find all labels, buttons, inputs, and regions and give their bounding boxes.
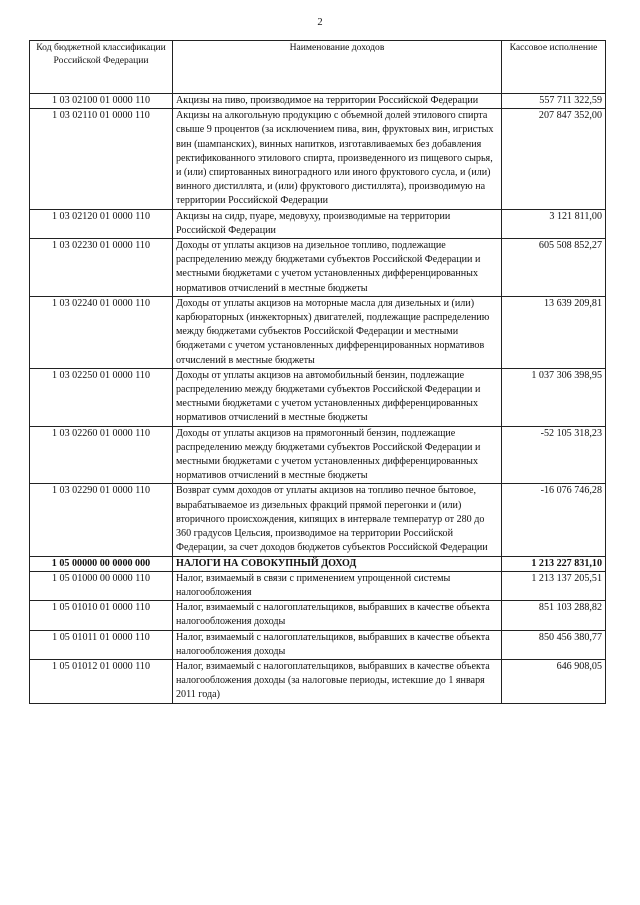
row-amount: 1 213 137 205,51 [502, 571, 606, 600]
header-code: Код бюджетной классификации Российской Федерации [30, 41, 173, 94]
row-amount: -16 076 746,28 [502, 484, 606, 556]
row-name: НАЛОГИ НА СОВОКУПНЫЙ ДОХОД [173, 556, 502, 571]
row-amount: -52 105 318,23 [502, 426, 606, 484]
row-name: Налог, взимаемый в связи с применением упрощенной системы налогообложения [173, 571, 502, 600]
row-code: 1 05 00000 00 0000 000 [30, 556, 173, 571]
row-code: 1 03 02250 01 0000 110 [30, 368, 173, 426]
header-name: Наименование доходов [173, 41, 502, 94]
table-header-row [30, 41, 606, 94]
row-name: Доходы от уплаты акцизов на дизельное топливо, подлежащие распределению между бюджетами субъектов Российской Федерации и местными бюджетами с учетом установленных дифференцированных нормативов отчислений в местные бюджеты [173, 239, 502, 297]
row-name: Налог, взимаемый с налогоплательщиков, выбравших в качестве объекта налогообложения доходы [173, 601, 502, 630]
row-code: 1 05 01000 00 0000 110 [30, 571, 173, 600]
row-name: Доходы от уплаты акцизов на прямогонный бензин, подлежащие распределению между бюджетами субъектов Российской Федерации и местными бюджетами с учетом установленных дифференцированных нормативов отчислений в местные бюджеты [173, 426, 502, 484]
row-code: 1 03 02240 01 0000 110 [30, 296, 173, 368]
table-row [30, 571, 606, 600]
row-amount: 1 037 306 398,95 [502, 368, 606, 426]
table-row [30, 94, 606, 109]
row-code: 1 03 02100 01 0000 110 [30, 94, 173, 109]
row-name: Налог, взимаемый с налогоплательщиков, выбравших в качестве объекта налогообложения доходы (за налоговые периоды, истекшие до 1 января 2011 года) [173, 659, 502, 703]
table-row [30, 239, 606, 297]
table-row [30, 659, 606, 703]
table-row [30, 426, 606, 484]
table-row [30, 368, 606, 426]
table-row [30, 296, 606, 368]
row-amount: 605 508 852,27 [502, 239, 606, 297]
row-name: Акцизы на сидр, пуаре, медовуху, производимые на территории Российской Федерации [173, 209, 502, 238]
table-row [30, 601, 606, 630]
row-name: Доходы от уплаты акцизов на моторные масла для дизельных и (или) карбюраторных (инжекторных) двигателей, подлежащие распределению между бюджетами субъектов Российской Федерации и местными бюджетами с учетом установленных дифференцированных нормативов отчислений в местные бюджеты [173, 296, 502, 368]
table-row-section-total [30, 556, 606, 571]
row-code: 1 05 01010 01 0000 110 [30, 601, 173, 630]
row-code: 1 03 02120 01 0000 110 [30, 209, 173, 238]
row-amount: 557 711 322,59 [502, 94, 606, 109]
table-row [30, 630, 606, 659]
row-name: Акцизы на пиво, производимое на территории Российской Федерации [173, 94, 502, 109]
row-amount: 207 847 352,00 [502, 109, 606, 209]
table-row [30, 484, 606, 556]
row-name: Возврат сумм доходов от уплаты акцизов на топливо печное бытовое, вырабатываемое из дизельных фракций прямой перегонки и (или) вторичного происхождения, кипящих в интервале температур от 280 до 360 градусов Цельсия, производимое на территории Российской Федерации, за счет доходов бюджетов субъектов Российской Федерации [173, 484, 502, 556]
row-amount: 13 639 209,81 [502, 296, 606, 368]
revenue-table [29, 40, 606, 704]
row-name: Налог, взимаемый с налогоплательщиков, выбравших в качестве объекта налогообложения доходы [173, 630, 502, 659]
row-code: 1 03 02110 01 0000 110 [30, 109, 173, 209]
table-row [30, 209, 606, 238]
row-name: Доходы от уплаты акцизов на автомобильный бензин, подлежащие распределению между бюджетами субъектов Российской Федерации и местными бюджетами с учетом установленных дифференцированных нормативов отчислений в местные бюджеты [173, 368, 502, 426]
row-amount: 1 213 227 831,10 [502, 556, 606, 571]
row-name: Акцизы на алкогольную продукцию с объемной долей этилового спирта свыше 9 процентов (за исключением пива, вин, фруктовых вин, игристых вин (шампанских), винных напитков, изготавливаемых без добавления ректификованного этилового спирта, произведенного из пищевого сырья, и (или) спиртованных виноградного или иного фруктового сусла, и (или) винного дистиллята, и (или) фруктового дистиллята), производимую на территории Российской Федерации [173, 109, 502, 209]
row-code: 1 03 02290 01 0000 110 [30, 484, 173, 556]
header-amount: Кассовое исполнение [502, 41, 606, 94]
table-row [30, 109, 606, 209]
row-code: 1 03 02230 01 0000 110 [30, 239, 173, 297]
row-code: 1 03 02260 01 0000 110 [30, 426, 173, 484]
row-amount: 850 456 380,77 [502, 630, 606, 659]
row-code: 1 05 01011 01 0000 110 [30, 630, 173, 659]
row-amount: 851 103 288,82 [502, 601, 606, 630]
row-amount: 3 121 811,00 [502, 209, 606, 238]
row-code: 1 05 01012 01 0000 110 [30, 659, 173, 703]
page-number: 2 [317, 17, 323, 28]
row-amount: 646 908,05 [502, 659, 606, 703]
